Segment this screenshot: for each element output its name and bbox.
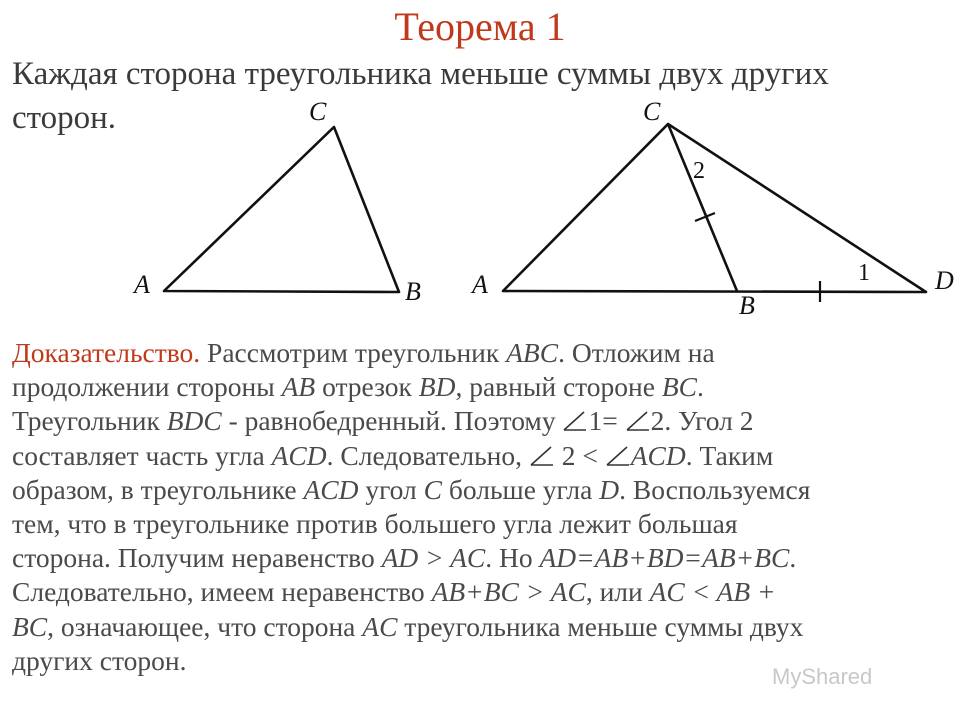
proof-var: AB (281, 371, 316, 403)
fig2-vertex-a: A (472, 270, 488, 299)
angle-icon (529, 441, 555, 467)
proof-line-10: других сторон. (12, 644, 187, 676)
proof-var: AD=AB+BD=AB+BC (539, 542, 790, 574)
proof-var: AB+BC > AC (431, 576, 586, 608)
fig2-vertex-d: D (935, 266, 954, 295)
proof-text-span: сторона. Получим неравенство (12, 542, 375, 574)
proof-var: BC (12, 610, 48, 642)
fig1-vertex-a: A (134, 270, 150, 299)
proof-text-span: больше угла (448, 473, 593, 505)
proof-var: AC < AB + (649, 576, 776, 608)
proof-text (12, 336, 948, 678)
proof-line-3 (12, 404, 948, 438)
angle-label-2: 2 (693, 158, 705, 184)
watermark (772, 664, 872, 690)
fig2-vertex-c: C (643, 97, 661, 126)
proof-text-span: образом, в треугольнике (12, 473, 297, 505)
proof-text-span: , или (585, 576, 643, 608)
proof-line-2 (12, 370, 948, 404)
proof-text-span: Рассмотрим треугольник (207, 337, 500, 368)
proof-text-span: . Таким (685, 439, 774, 471)
proof-line-9 (12, 610, 948, 644)
proof-var: D (599, 473, 620, 505)
slide-title: Теорема 1 (394, 4, 566, 49)
proof-text-span: 1= (588, 405, 618, 437)
proof-text-span: треугольника меньше суммы двух (404, 610, 804, 642)
proof-text-span: составляет часть угла (12, 439, 265, 471)
angle-icon (625, 406, 651, 432)
proof-var: BD (418, 371, 456, 403)
triangle-figures (0, 0, 960, 330)
fig1-vertex-c: C (309, 97, 327, 126)
segment-cb (668, 124, 737, 291)
proof-line-8 (12, 575, 948, 609)
proof-text-span: Следовательно, имеем неравенство (12, 576, 425, 608)
proof-var: C (423, 473, 443, 505)
proof-text-span: , означающее, что сторона (47, 610, 356, 642)
figure-triangle-acd (470, 97, 954, 320)
proof-var: AD > AC (381, 542, 486, 574)
proof-text-span: 2. Угол 2 (650, 405, 754, 437)
proof-text-span: . Следовательно, (326, 439, 522, 471)
proof-line-4 (12, 439, 948, 473)
figure-triangle-abc (132, 97, 421, 306)
proof-text-span: 2 < (561, 439, 598, 471)
fig2-vertex-b: B (739, 291, 755, 320)
proof-text-span: . Воспользуемся (619, 473, 811, 505)
watermark-text: MyShared (772, 664, 873, 689)
proof-text-span: Треугольник (12, 405, 160, 437)
proof-var: ACD (271, 439, 327, 471)
proof-var: ABC (506, 337, 559, 368)
proof-text-span: . Отложим на (558, 337, 715, 368)
proof-line-5 (12, 473, 948, 507)
fig1-vertex-b: B (405, 277, 421, 306)
statement-line-2: сторон. (12, 100, 117, 136)
proof-text-span: угол (365, 473, 417, 505)
proof-text-span: . (789, 542, 797, 574)
proof-line-7 (12, 541, 948, 575)
proof-var: BC (661, 371, 697, 403)
proof-text-span: продолжении стороны (12, 371, 275, 403)
proof-lead: Доказательство. (12, 337, 201, 368)
angle-icon (562, 406, 588, 432)
proof-line-6: тем, что в треугольнике против большего угла лежит большая (12, 507, 738, 539)
proof-text-span: . (697, 371, 704, 403)
proof-var: AC (362, 610, 398, 642)
proof-line-1 (12, 336, 948, 370)
proof-var: ACD (303, 473, 359, 505)
statement-line-1: Каждая сторона треугольника меньше суммы двух других (12, 56, 829, 92)
angle-label-1: 1 (858, 260, 870, 286)
proof-text-span: , равный стороне (455, 371, 655, 403)
proof-text-span: - равнобедренный. Поэтому (228, 405, 556, 437)
proof-text-span: отрезок (322, 371, 412, 403)
proof-var: ACD (630, 439, 686, 471)
proof-text-span: . Но (485, 542, 533, 574)
angle-icon (605, 441, 631, 467)
proof-var: BDC (166, 405, 222, 437)
triangle-abc-outline (164, 127, 399, 292)
